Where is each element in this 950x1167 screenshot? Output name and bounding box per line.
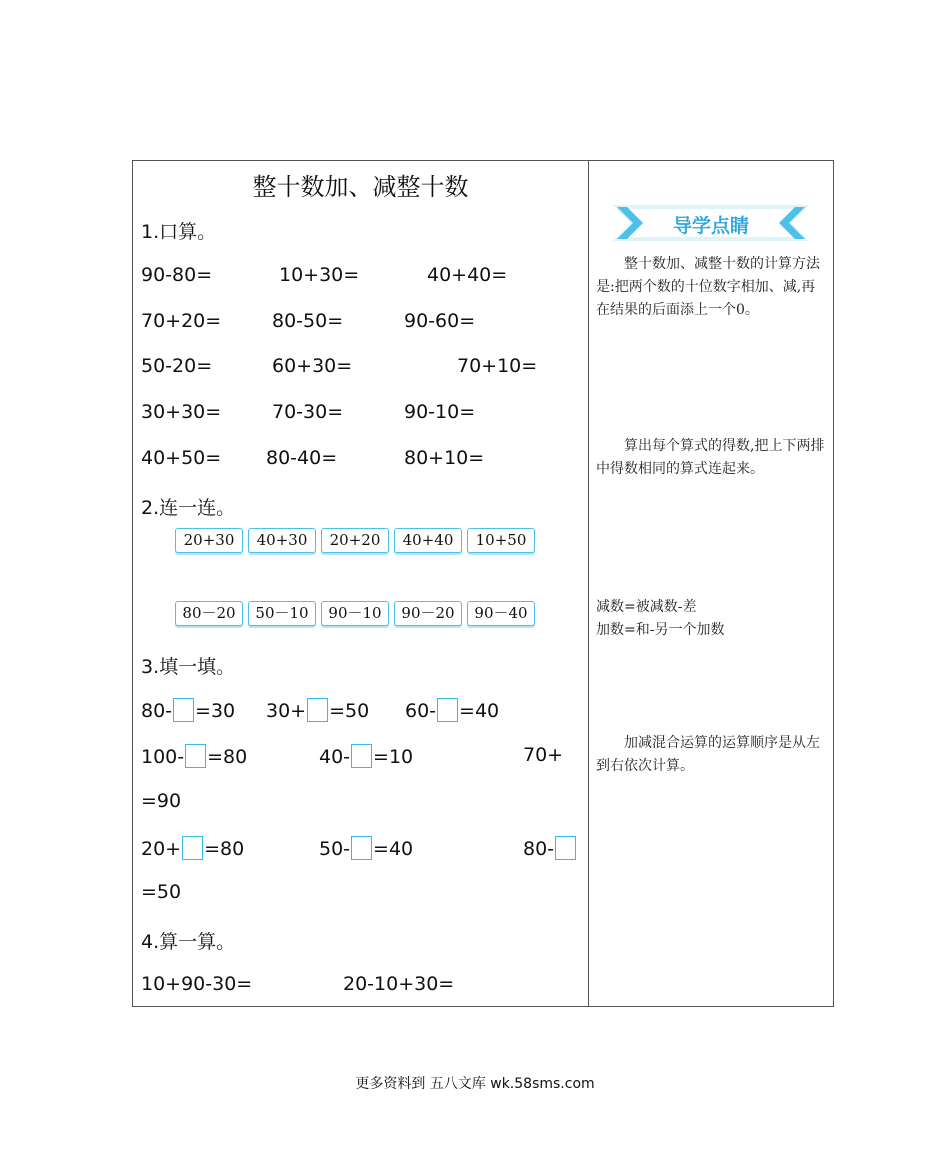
fill-row-3-cont: =50 [141,881,182,903]
oral-item: 90-80= [141,264,213,286]
match-tile[interactable]: 20+30 [175,528,243,553]
answer-box[interactable] [555,836,576,860]
match-tile[interactable]: 50－10 [248,601,316,626]
match-tile[interactable]: 80－20 [175,601,243,626]
fill-item: 60- =40 [405,700,500,722]
calc-item: 20-10+30= [343,973,455,995]
match-tile[interactable]: 20+20 [321,528,389,553]
match-tile[interactable]: 40+30 [248,528,316,553]
oral-item: 40+40= [427,264,508,286]
section3-heading: 3.填一填。 [141,656,236,678]
fill-item: 40- =10 [319,746,414,768]
fill-item: 100- =80 [141,746,248,768]
answer-box[interactable] [173,698,194,722]
answer-box[interactable] [437,698,458,722]
match-tile[interactable]: 90－20 [394,601,462,626]
match-tile[interactable]: 90－40 [467,601,535,626]
match-tile[interactable]: 90－10 [321,601,389,626]
match-tile[interactable]: 40+40 [394,528,462,553]
page-title: 整十数加、减整十数 [252,173,469,201]
guide-banner [613,205,809,241]
oral-item: 80-50= [272,310,344,332]
oral-item: 50-20= [141,355,213,377]
section4-heading: 4.算一算。 [141,931,236,953]
answer-box[interactable] [182,836,203,860]
fill-item: 30+ =50 [266,700,370,722]
note-matching: 算出每个算式的得数,把上下两排中得数相同的算式连起来。 [596,438,825,477]
oral-item: 30+30= [141,401,222,423]
note-method: 整十数加、减整十数的计算方法是:把两个数的十位数字相加、减,再在结果的后面添上一个0。 [596,256,820,318]
worksheet-table [132,160,834,1007]
answer-box[interactable] [351,836,372,860]
oral-item: 60+30= [272,355,353,377]
formula-addend: 加数=和-另一个加数 [596,622,725,638]
column-divider [588,161,589,1006]
footer-source: 更多资料到 五八文库 wk.58sms.com [355,1076,595,1092]
oral-item: 10+30= [279,264,360,286]
oral-item: 70+20= [141,310,222,332]
note-formulas [596,596,828,642]
fill-item: 80- [523,836,577,860]
fill-item: 80- =30 [141,700,236,722]
banner-label: 导学点睛 [672,215,749,237]
oral-item: 80+10= [404,447,485,469]
fill-item: 50- =40 [319,838,414,860]
answer-box[interactable] [185,744,206,768]
answer-box[interactable] [307,698,328,722]
oral-item: 70+10= [457,355,538,377]
calc-item: 10+90-30= [141,973,253,995]
answer-box[interactable] [351,744,372,768]
match-bottom-row [175,601,535,626]
oral-item: 70-30= [272,401,344,423]
match-tile[interactable]: 10+50 [467,528,535,553]
formula-subtrahend: 减数=被减数-差 [596,599,697,615]
fill-row-2-cont: =90 [141,790,182,812]
section1-heading: 1.口算。 [141,221,217,243]
oral-item: 90-10= [404,401,476,423]
match-top-row [175,528,535,553]
note-order: 加减混合运算的运算顺序是从左到右依次计算。 [596,735,820,774]
fill-item: 20+ =80 [141,838,245,860]
oral-item: 80-40= [266,447,338,469]
section2-heading: 2.连一连。 [141,497,236,519]
oral-item: 90-60= [404,310,476,332]
fill-item: 70+ [523,744,564,766]
oral-item: 40+50= [141,447,222,469]
